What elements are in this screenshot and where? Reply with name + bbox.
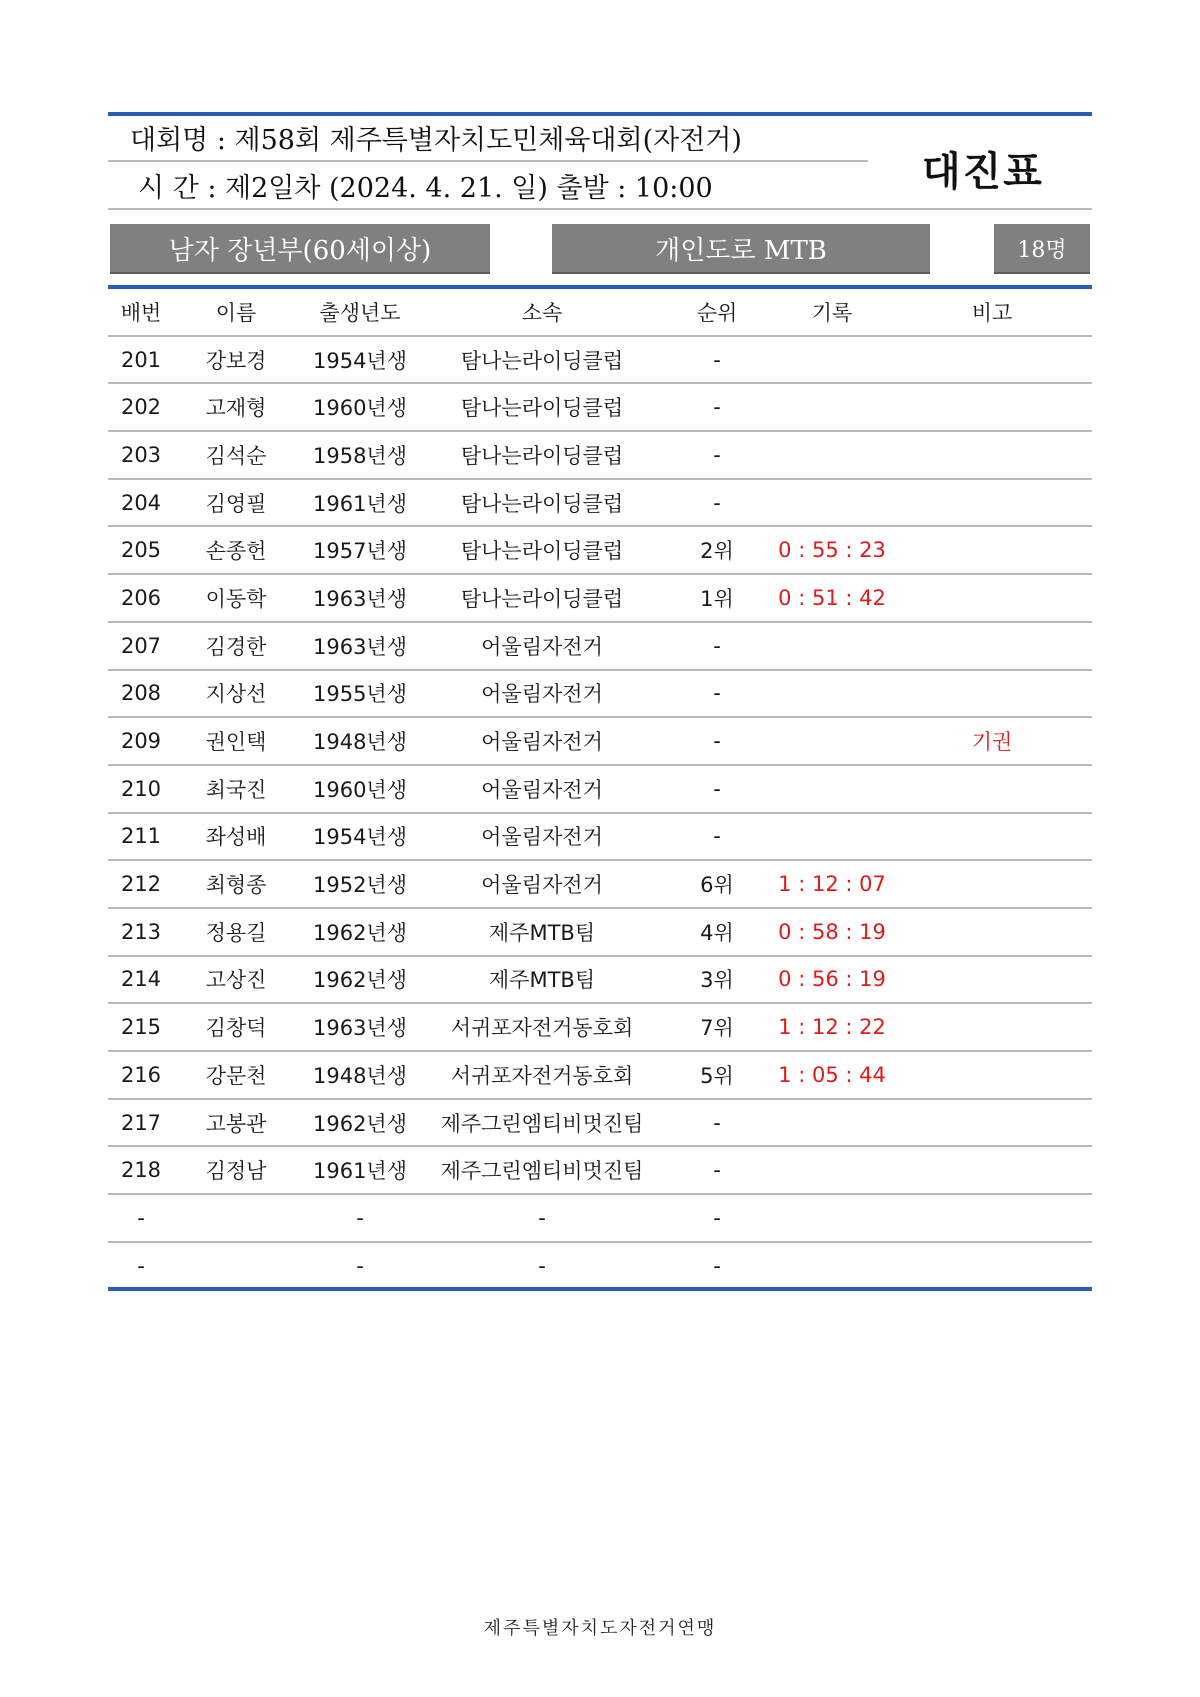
cell-number: 206 (120, 585, 162, 610)
table-row (108, 766, 1092, 814)
cell-name: 고봉관 (205, 1111, 267, 1136)
cell-number: - (137, 1205, 145, 1230)
cell-record (772, 384, 892, 430)
cell-club: 제주그린엠티비멋진팀 (440, 1111, 644, 1136)
cell-club: 어울림자전거 (481, 634, 603, 659)
cell-note (892, 1243, 1092, 1289)
cell-birth-year: 1954년생 (312, 825, 407, 850)
cell-name: 권인택 (205, 730, 267, 755)
cell-number: - (137, 1253, 145, 1278)
cell-name: 최국진 (205, 777, 267, 802)
cell-rank: 5위 (700, 1063, 734, 1088)
table-row (108, 1147, 1092, 1195)
cell-birth-year: 1962년생 (312, 1111, 407, 1136)
table-row (108, 957, 1092, 1005)
cell-record (772, 432, 892, 478)
cell-club: 어울림자전거 (481, 682, 603, 707)
col-header-rank: 순위 (696, 300, 738, 325)
start-time-line: 시 간 : 제2일차 (2024. 4. 21. 일) 출발 : 10:00 (138, 173, 713, 204)
cell-name: 김경한 (205, 634, 267, 659)
cell-number: 202 (120, 395, 162, 420)
cell-number: 215 (120, 1015, 162, 1040)
cell-note (892, 814, 1092, 860)
table-row (108, 671, 1092, 719)
cell-birth-year: - (356, 1253, 364, 1278)
cell-birth-year: 1948년생 (312, 1063, 407, 1088)
cell-note (892, 766, 1092, 812)
cell-record (772, 814, 892, 860)
cell-number: 209 (120, 729, 162, 754)
cell-birth-year: - (356, 1205, 364, 1230)
table-row (108, 480, 1092, 528)
cell-club: 탐나는라이딩클럽 (460, 539, 624, 564)
cell-club: 어울림자전거 (481, 777, 603, 802)
cell-rank: - (713, 347, 721, 372)
cell-record (772, 718, 892, 764)
table-row (108, 1100, 1092, 1148)
cell-name: 김석순 (205, 443, 267, 468)
cell-birth-year: 1960년생 (312, 396, 407, 421)
cell-club: 서귀포자전거동호회 (450, 1016, 634, 1041)
cell-record (772, 1243, 892, 1289)
table-header-row (108, 289, 1092, 337)
header-divider (108, 160, 868, 162)
cell-name: 최형종 (205, 873, 267, 898)
cell-rank: - (713, 776, 721, 801)
cell-note (892, 575, 1092, 621)
cell-rank: - (713, 729, 721, 754)
cell-name: 강보경 (205, 348, 267, 373)
page-title: 대진표 (922, 149, 1044, 195)
table-body (108, 337, 1092, 1291)
cell-club: 탐나는라이딩클럽 (460, 348, 624, 373)
cell-note (892, 1004, 1092, 1050)
event-box: 개인도로 MTB (552, 224, 930, 274)
table-row (108, 814, 1092, 862)
cell-note (892, 957, 1092, 1003)
cell-name (174, 1195, 298, 1241)
cell-note (892, 384, 1092, 430)
cell-rank: - (713, 1110, 721, 1135)
col-header-record: 기록 (811, 300, 853, 325)
cell-note (892, 1147, 1092, 1193)
cell-rank: - (713, 490, 721, 515)
cell-birth-year: 1954년생 (312, 348, 407, 373)
cell-rank: - (713, 824, 721, 849)
cell-record (772, 1195, 892, 1241)
cell-name: 손종헌 (205, 539, 267, 564)
cell-rank: - (713, 1205, 721, 1230)
cell-birth-year: 1963년생 (312, 634, 407, 659)
header-bottom-rule (108, 208, 1092, 210)
col-header-club: 소속 (521, 300, 563, 325)
cell-birth-year: 1961년생 (312, 491, 407, 516)
cell-record (772, 766, 892, 812)
cell-name: 고상진 (205, 968, 267, 993)
cell-number: 205 (120, 538, 162, 563)
cell-birth-year: 1958년생 (312, 443, 407, 468)
cell-name (174, 1243, 298, 1289)
table-row (108, 337, 1092, 385)
cell-number: 218 (120, 1158, 162, 1183)
cell-name: 고재형 (205, 396, 267, 421)
cell-note (892, 1052, 1092, 1098)
cell-birth-year: 1948년생 (312, 730, 407, 755)
cell-club: 서귀포자전거동호회 (450, 1063, 634, 1088)
cell-rank: - (713, 633, 721, 658)
cell-rank: - (713, 442, 721, 467)
organization-footer: 제주특별자치도자전거연맹 (483, 1618, 717, 1639)
col-header-name: 이름 (215, 300, 257, 325)
cell-record: 1 : 12 : 22 (778, 1015, 886, 1040)
cell-note (892, 527, 1092, 573)
cell-note (892, 1100, 1092, 1146)
cell-note (892, 861, 1092, 907)
cell-club: 제주MTB팀 (488, 920, 596, 945)
table-row (108, 1195, 1092, 1243)
cell-club: 제주그린엠티비멋진팀 (440, 1159, 644, 1184)
cell-record: 0 : 56 : 19 (778, 967, 886, 992)
cell-club: 어울림자전거 (481, 825, 603, 850)
cell-note (892, 432, 1092, 478)
cell-rank: - (713, 1158, 721, 1183)
cell-birth-year: 1957년생 (312, 539, 407, 564)
cell-number: 208 (120, 681, 162, 706)
bracket-table (108, 289, 1092, 1290)
division-box: 남자 장년부(60세이상) (110, 224, 490, 274)
table-row (108, 861, 1092, 909)
table-bottom-rule (108, 1287, 1092, 1291)
event-name-line: 대회명 : 제58회 제주특별자치도민체육대회(자전거) (130, 125, 742, 156)
cell-club: - (538, 1253, 546, 1278)
cell-record: 1 : 05 : 44 (778, 1062, 886, 1087)
table-row (108, 1004, 1092, 1052)
cell-rank: - (713, 1253, 721, 1278)
table-row (108, 575, 1092, 623)
cell-birth-year: 1963년생 (312, 586, 407, 611)
cell-record (772, 480, 892, 526)
cell-club: - (538, 1205, 546, 1230)
cell-birth-year: 1963년생 (312, 1016, 407, 1041)
cell-number: 201 (120, 347, 162, 372)
cell-number: 217 (120, 1110, 162, 1135)
cell-birth-year: 1962년생 (312, 920, 407, 945)
cell-birth-year: 1955년생 (312, 682, 407, 707)
cell-record (772, 337, 892, 383)
cell-note (892, 623, 1092, 669)
cell-rank: 4위 (700, 920, 734, 945)
table-row (108, 1052, 1092, 1100)
cell-number: 213 (120, 919, 162, 944)
cell-note: 기권 (971, 730, 1013, 755)
cell-name: 지상선 (205, 682, 267, 707)
cell-birth-year: 1961년생 (312, 1159, 407, 1184)
cell-rank: 6위 (700, 873, 734, 898)
cell-record (772, 671, 892, 717)
cell-rank: 1위 (700, 586, 734, 611)
cell-note (892, 480, 1092, 526)
cell-note (892, 337, 1092, 383)
cell-name: 정용길 (205, 920, 267, 945)
cell-name: 김정남 (205, 1159, 267, 1184)
cell-club: 어울림자전거 (481, 730, 603, 755)
cell-club: 탐나는라이딩클럽 (460, 396, 624, 421)
cell-number: 203 (120, 442, 162, 467)
cell-record (772, 1147, 892, 1193)
table-row (108, 718, 1092, 766)
cell-rank: - (713, 395, 721, 420)
cell-number: 207 (120, 633, 162, 658)
cell-record (772, 1100, 892, 1146)
col-header-birth: 출생년도 (319, 300, 401, 325)
cell-name: 이동학 (205, 586, 267, 611)
cell-note (892, 1195, 1092, 1241)
cell-name: 김영필 (205, 491, 267, 516)
cell-club: 탐나는라이딩클럽 (460, 491, 624, 516)
cell-record: 0 : 55 : 23 (778, 538, 886, 563)
col-header-note: 비고 (971, 300, 1013, 325)
cell-number: 210 (120, 776, 162, 801)
cell-birth-year: 1952년생 (312, 873, 407, 898)
cell-number: 214 (120, 967, 162, 992)
col-header-number: 배번 (120, 300, 162, 325)
cell-record: 0 : 58 : 19 (778, 919, 886, 944)
cell-record (772, 623, 892, 669)
cell-number: 211 (120, 824, 162, 849)
top-rule (108, 112, 1092, 116)
cell-number: 216 (120, 1062, 162, 1087)
table-row (108, 527, 1092, 575)
table-row (108, 1243, 1092, 1291)
cell-rank: 2위 (700, 539, 734, 564)
table-row (108, 909, 1092, 957)
cell-note (892, 671, 1092, 717)
cell-club: 제주MTB팀 (488, 968, 596, 993)
cell-number: 212 (120, 872, 162, 897)
cell-name: 좌성배 (205, 825, 267, 850)
cell-club: 어울림자전거 (481, 873, 603, 898)
cell-rank: 7위 (700, 1016, 734, 1041)
table-row (108, 384, 1092, 432)
cell-birth-year: 1962년생 (312, 968, 407, 993)
cell-name: 강문천 (205, 1063, 267, 1088)
cell-record: 1 : 12 : 07 (778, 872, 886, 897)
participant-count-box: 18명 (994, 224, 1090, 274)
cell-number: 204 (120, 490, 162, 515)
cell-club: 탐나는라이딩클럽 (460, 443, 624, 468)
table-row (108, 623, 1092, 671)
cell-club: 탐나는라이딩클럽 (460, 586, 624, 611)
cell-name: 김창덕 (205, 1016, 267, 1041)
cell-record: 0 : 51 : 42 (778, 585, 886, 610)
cell-note (892, 909, 1092, 955)
table-row (108, 432, 1092, 480)
cell-rank: 3위 (700, 968, 734, 993)
cell-rank: - (713, 681, 721, 706)
cell-birth-year: 1960년생 (312, 777, 407, 802)
